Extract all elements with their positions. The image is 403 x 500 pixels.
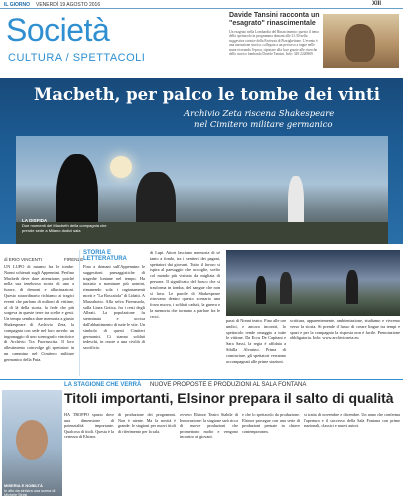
publication-date: VENERDÌ 19 AGOSTO 2016 <box>36 2 101 8</box>
bottom-photo <box>2 390 62 496</box>
photo-caption-text: Due momenti del Macbeth della compagnia che prende sede a Milano dodici sala <box>22 223 107 233</box>
teaser-title: Davide Tansini racconta un "esagrato" rinascimentale <box>229 12 320 27</box>
figure-icon <box>280 272 292 304</box>
bottom-column-5: si tratta di novembre e dicembre. Un anno che conferma l'apertura e il successo della Sala Fontana con prime nazionali, classici e nuovi autori. <box>304 412 400 429</box>
teaser-text: Un esagrato nella Lombardia del Rinascimento: questo il tema dello spettacolo in programma domani alle 21.30 nella suggestiva cornice della Fortezza di Pizzighettone. L'evento è una narrazione storica, collegata a un percorso a tappe nelle mura ricreando l'epoca, riportare alla luce grazie alle ricerche dello storico lombardo Davide Tansini. Info: 349 2220869. <box>229 30 319 57</box>
sun-icon <box>110 156 132 178</box>
dateline: FIRENZE <box>64 257 84 262</box>
bottom-column-2: di produzione dei programmi. Non è niente. Ma la novità è grande: le stagioni per nuovi titoli di riferimento per la sala. <box>118 412 176 434</box>
bottom-section-kicker: NUOVE PROPOSTE E PRODUZIONI AL SALA FONTANA <box>150 382 307 388</box>
page-number: XIII <box>372 1 382 7</box>
bottom-column-3: ovvero Elsinor Teatro Stabile di Innovazione: la stagione sarà ricca di nuove produzioni che promettono molto e vengono incontro ai giovani. <box>180 412 238 440</box>
article-subhead-1: Archivio Zeta riscena Shakespeare <box>184 109 335 119</box>
bottom-headline: Titoli importanti, Elsinor prepara il salto di qualità <box>64 390 394 406</box>
teaser-box <box>229 12 399 70</box>
secondary-photo <box>226 250 400 316</box>
statue-icon <box>345 24 375 62</box>
section-title: Società <box>6 12 110 48</box>
teaser-photo <box>323 14 399 68</box>
article-subhead-2: nel Cimitero militare germanico <box>194 120 333 130</box>
sidebar-storia <box>79 250 145 376</box>
article-headline: Macbeth, per palco le tombe dei vinti <box>34 85 381 104</box>
sidebar-title: STORIA E LETTERATURA <box>83 250 127 262</box>
sidebar-text: Fino a domani sull'Appennino le suggestioni paesaggistiche di tragedie lontane nel tempo. Ha iniziato a nominare più uomini, rimanendo sola i ragionamenti morti e "La Boscaiola" di Lidatti. A Marzabotto. Alla selva Firenzuola, sulla Linea Gotica, fra i resti degli Alleati. La popolazione fu sterminata e uccisa dall'abbattimento di tutte le vite. Un simbolo di questi Cimiteri germanici. Ci stanno soldati tedeschi, in onore a una civiltà di sacrificio. <box>83 264 145 351</box>
article-column-3: di Lupi. Attori lasciano memoria di sé tanto a fondo, tra i sentieri dei pagani, spettatori dai giovani. Tutto il lavoro si ispira al paesaggio che accoglie, scelto col mondo più visitato da migliaia di persone. Il significato del bosco che si trasforma in tomba, del sangue che non si lava. Le parole di Shakespeare ritrovano dentro questo scenario una forza nuova, i soldati caduti, la guerra e la memoria che tornano a parlare fra le croci. <box>150 250 220 319</box>
bottom-photo-caption-title: MISERIA E NOBILTÀ <box>4 483 43 488</box>
bottom-photo-caption <box>4 484 60 496</box>
section-subtitle: CULTURA / SPETTACOLI <box>8 52 146 64</box>
page-header <box>0 0 403 9</box>
article-column-1: UN LUPO di marmo fra le tombe. Nonni schierati sugli Appennini. Perfino Macbeth deve dare attenzione; poiché nella sua tenebrosa storia di uno a furore, di demoni e allucinazioni. Questo straordinario richiamo ai tragici eventi che parlano di milioni di vittime, al di là della storia, la fede che più sorgeva in queste terre tra scelte e gesti. Un tempo sembra dare memoria a giusto Shakespeare di Archivio Zeta, la compagnia con sede nel loro arredo: un ingranaggio di uno scenografo vincitrice di Archivio Tra Fuoriuscita. Il loro allestimento coinvolge gli spettatori in un cammino nel Cimitero militare germanico della Futa. <box>4 264 74 362</box>
bottom-section-bar <box>0 379 403 388</box>
figure-icon <box>346 270 358 304</box>
article-lead <box>0 78 403 244</box>
lead-photo <box>16 136 388 244</box>
bottom-photo-caption-text: In alto da sinistra una scena di Michele Sinisi <box>4 488 56 496</box>
bottom-column-1: HA TROPPO spazio dove una dimensione di potenzialità importante. Qualcosa di titoli. Questa è la certezza di Elsinor. <box>64 412 114 440</box>
bottom-column-4: e che lo spettacolo da produzione. Elsinor prosegue con una serie di produzioni pensate in chiave contemporanea. <box>242 412 300 434</box>
portrait-icon <box>16 420 48 460</box>
publication-name: IL GIORNO <box>4 2 31 8</box>
figure-icon <box>256 276 266 304</box>
photo-caption-title: LA DISFIDA <box>22 218 48 223</box>
byline: di ERIO VINCENTI <box>4 257 43 262</box>
article-column-5: scrittura, apparentemente, ambientazione, studiamo e vivremo verso la storia. Si prende il lusso di creare lingue tra tempi e spazi e per la compagnia la risposta non è facile. Prenotazione obbligatoria. Info: www.archiviozeta.eu <box>290 318 400 341</box>
photo-caption <box>22 218 114 233</box>
article-column-4: passi di Nonni teatro. Fino alle ore undici, e ancora incontri, lo spettacolo rende omaggio a tutte le vittime. Da Eccu De Capitani e Sara Sassi, la regia è affidata a Sibilla Alvarino. Prima di cominciare, gli spettatori verranno accompagnati alle prime stazioni. <box>226 318 286 364</box>
bottom-section-label: LA STAGIONE CHE VERRÀ <box>64 382 142 388</box>
